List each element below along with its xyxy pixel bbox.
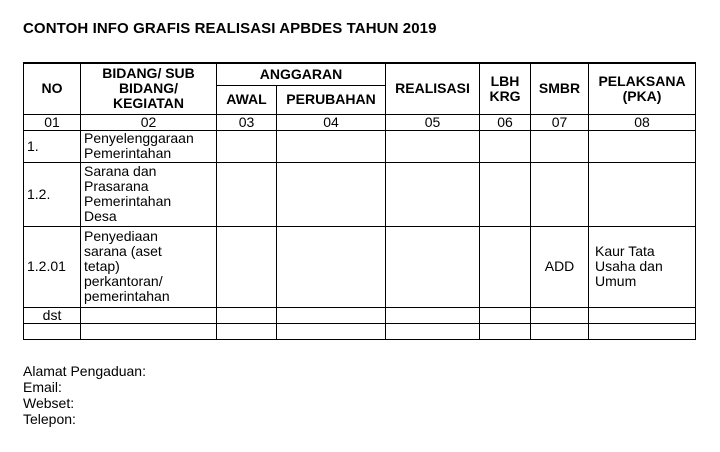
column-number: 04 [277,114,386,130]
row-kegiatan-line: pemerintahan [84,288,170,304]
header-pelaksana [589,63,696,114]
header-smbr: SMBR [531,63,589,114]
column-number: 08 [589,114,696,130]
row-lbh-krg [480,307,531,323]
row-awal [217,130,277,162]
apbdes-table [23,62,696,340]
row-kegiatan [81,130,217,162]
row-smbr: ADD [531,226,589,307]
row-lbh-krg [480,226,531,307]
table-row [24,130,696,162]
row-pelaksana [589,307,696,323]
row-realisasi [386,162,480,226]
row-realisasi [386,130,480,162]
alamat-pengaduan-label: Alamat Pengaduan: [23,363,146,379]
row-perubahan [277,323,386,339]
table-row [24,323,696,339]
document-title: CONTOH INFO GRAFIS REALISASI APBDES TAHUN 2019 [23,20,437,37]
row-kegiatan-line: Pemerintahan [84,193,172,209]
column-number: 05 [386,114,480,130]
row-smbr [531,323,589,339]
header-lbh-line1: LBH [490,72,520,89]
webset-label: Webset: [23,395,75,411]
column-number: 03 [217,114,277,130]
row-perubahan [277,130,386,162]
table-row [24,162,696,226]
header-bidang [81,63,217,114]
row-kegiatan-line: Penyelenggaraan [84,130,194,146]
header-lbh-line2: KRG [489,87,521,104]
row-perubahan [277,226,386,307]
row-pelaksana-line: Usaha dan [595,258,663,274]
row-kegiatan-line: Pemerintahan [84,145,172,161]
table-row [24,226,696,307]
table-row [24,307,696,323]
row-kegiatan [81,226,217,307]
header-realisasi: REALISASI [386,63,480,114]
row-kegiatan-line: perkantoran/ [84,273,163,289]
email-label: Email: [23,379,62,395]
row-no: 1. [24,130,81,162]
header-pelaksana-line2: (PKA) [622,87,662,104]
column-number: 06 [480,114,531,130]
column-number: 07 [531,114,589,130]
row-kegiatan-line: Desa [84,208,117,224]
row-no: 1.2. [24,162,81,226]
header-bidang-line3: KEGIATAN [112,95,185,112]
header-bidang-line1: BIDANG/ SUB [102,65,195,82]
row-kegiatan-line: Penyediaan [84,228,158,244]
row-kegiatan [81,162,217,226]
row-pelaksana [589,130,696,162]
row-kegiatan-line: sarana (aset [84,243,162,259]
telepon-label: Telepon: [23,411,76,427]
row-kegiatan [81,307,217,323]
row-awal [217,323,277,339]
header-lbh-krg [480,63,531,114]
row-no [24,323,81,339]
row-smbr [531,307,589,323]
row-awal [217,162,277,226]
row-realisasi [386,307,480,323]
row-kegiatan-line: Prasarana [84,178,149,194]
header-awal: AWAL [217,85,277,114]
header-perubahan: PERUBAHAN [277,85,386,114]
row-kegiatan-line: tetap) [84,258,120,274]
header-anggaran: ANGGARAN [217,63,386,85]
row-pelaksana [589,323,696,339]
column-number: 01 [24,114,81,130]
row-kegiatan-line: Sarana dan [84,163,157,179]
row-no: 1.2.01 [24,226,81,307]
row-pelaksana [589,226,696,307]
row-perubahan [277,162,386,226]
row-lbh-krg [480,130,531,162]
row-perubahan [277,307,386,323]
header-no: NO [24,63,81,114]
row-kegiatan [81,323,217,339]
row-awal [217,226,277,307]
column-number: 02 [81,114,217,130]
row-pelaksana-line: Umum [595,273,637,289]
row-awal [217,307,277,323]
row-smbr [531,162,589,226]
row-pelaksana-line: Kaur Tata [595,243,655,259]
row-pelaksana [589,162,696,226]
header-pelaksana-line1: PELAKSANA [598,72,686,89]
row-no: dst [24,307,81,323]
row-realisasi [386,226,480,307]
row-realisasi [386,323,480,339]
contact-info [23,363,146,427]
row-lbh-krg [480,323,531,339]
header-bidang-line2: BIDANG/ [118,80,179,97]
row-lbh-krg [480,162,531,226]
row-smbr [531,130,589,162]
